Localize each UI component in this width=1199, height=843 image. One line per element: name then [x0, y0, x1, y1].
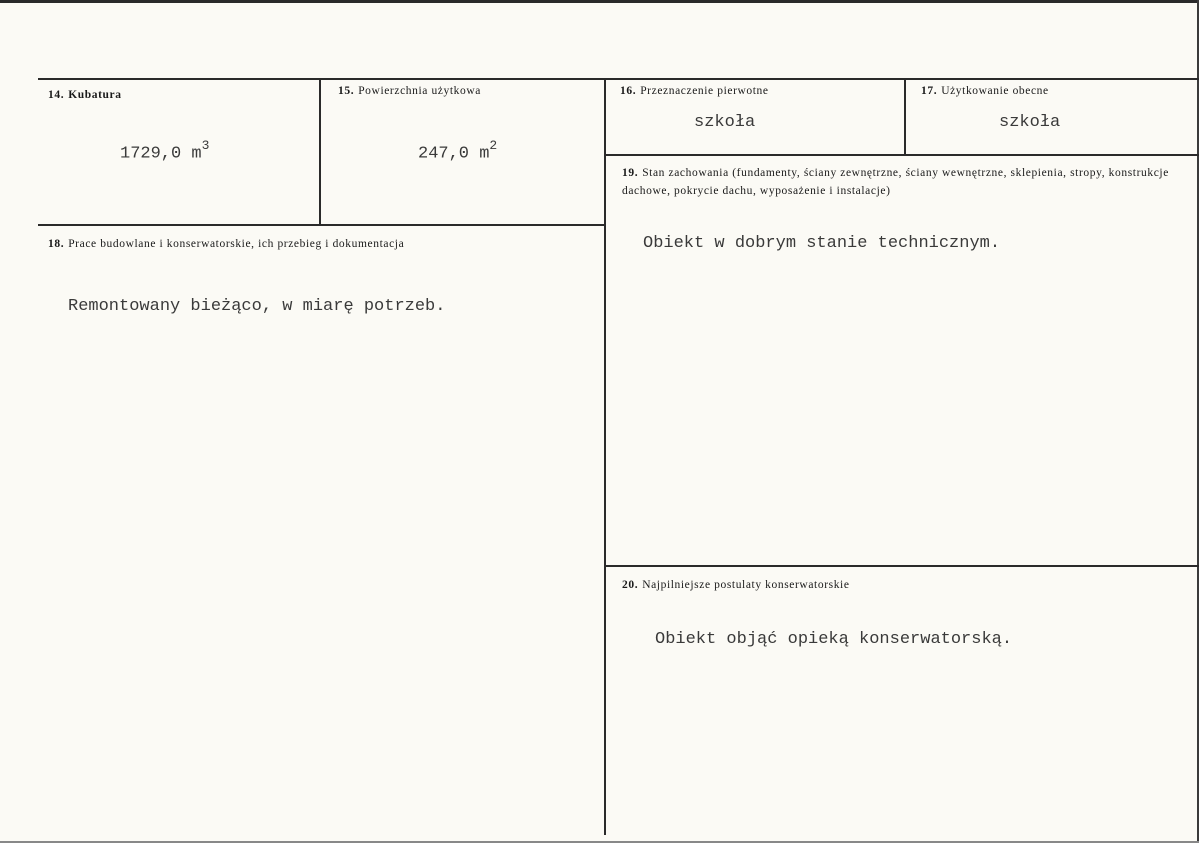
- field-14-unit-exponent: 3: [201, 138, 210, 153]
- grid-line-divider-16-17: [904, 78, 906, 156]
- field-16-label: [620, 85, 769, 97]
- field-14-value: [120, 140, 209, 164]
- grid-line-divider-14-15: [319, 78, 321, 226]
- field-14-number: 14.: [48, 89, 65, 101]
- field-14-value-text: 1729,0 m: [120, 144, 202, 164]
- field-19-number: 19.: [622, 167, 639, 179]
- grid-line-left-middle: [38, 224, 606, 226]
- field-20-value: Obiekt objąć opieką konserwatorską.: [655, 630, 1013, 649]
- field-16-title: Przeznaczenie pierwotne: [640, 85, 769, 97]
- field-15-label: [338, 85, 481, 97]
- field-15-number: 15.: [338, 85, 355, 97]
- field-15-value: [418, 140, 497, 164]
- field-19-label: [622, 164, 1182, 200]
- field-19-title: Stan zachowania (fundamenty, ściany zewnętrzne, ściany wewnętrzne, sklepienia, stropy, konstrukcje dachowe, pokrycie dachu, wyposażenie i instalacje): [622, 167, 1169, 197]
- grid-line-right-upper: [605, 154, 1199, 156]
- grid-line-center: [604, 78, 606, 835]
- field-20-number: 20.: [622, 579, 639, 591]
- field-17-label: [921, 85, 1049, 97]
- grid-line-right-lower: [605, 565, 1199, 567]
- page-top-edge: [0, 0, 1199, 3]
- grid-line-top: [38, 78, 1199, 80]
- field-14-title: Kubatura: [68, 89, 122, 101]
- field-15-title: Powierzchnia użytkowa: [358, 85, 481, 97]
- field-18-title: Prace budowlane i konserwatorskie, ich przebieg i dokumentacja: [68, 238, 405, 250]
- field-19-value: Obiekt w dobrym stanie technicznym.: [643, 234, 1001, 253]
- field-14-label: [48, 89, 122, 101]
- field-18-label: [48, 238, 404, 250]
- field-15-value-text: 247,0 m: [418, 144, 490, 164]
- field-16-number: 16.: [620, 85, 637, 97]
- field-17-title: Użytkowanie obecne: [941, 85, 1049, 97]
- field-18-number: 18.: [48, 238, 65, 250]
- field-20-label: [622, 579, 850, 591]
- field-17-number: 17.: [921, 85, 938, 97]
- field-20-title: Najpilniejsze postulaty konserwatorskie: [642, 579, 850, 591]
- field-18-value: Remontowany bieżąco, w miarę potrzeb.: [68, 297, 446, 316]
- field-16-value: szkoła: [694, 113, 756, 132]
- field-15-unit-exponent: 2: [489, 138, 498, 153]
- field-17-value: szkoła: [999, 113, 1061, 132]
